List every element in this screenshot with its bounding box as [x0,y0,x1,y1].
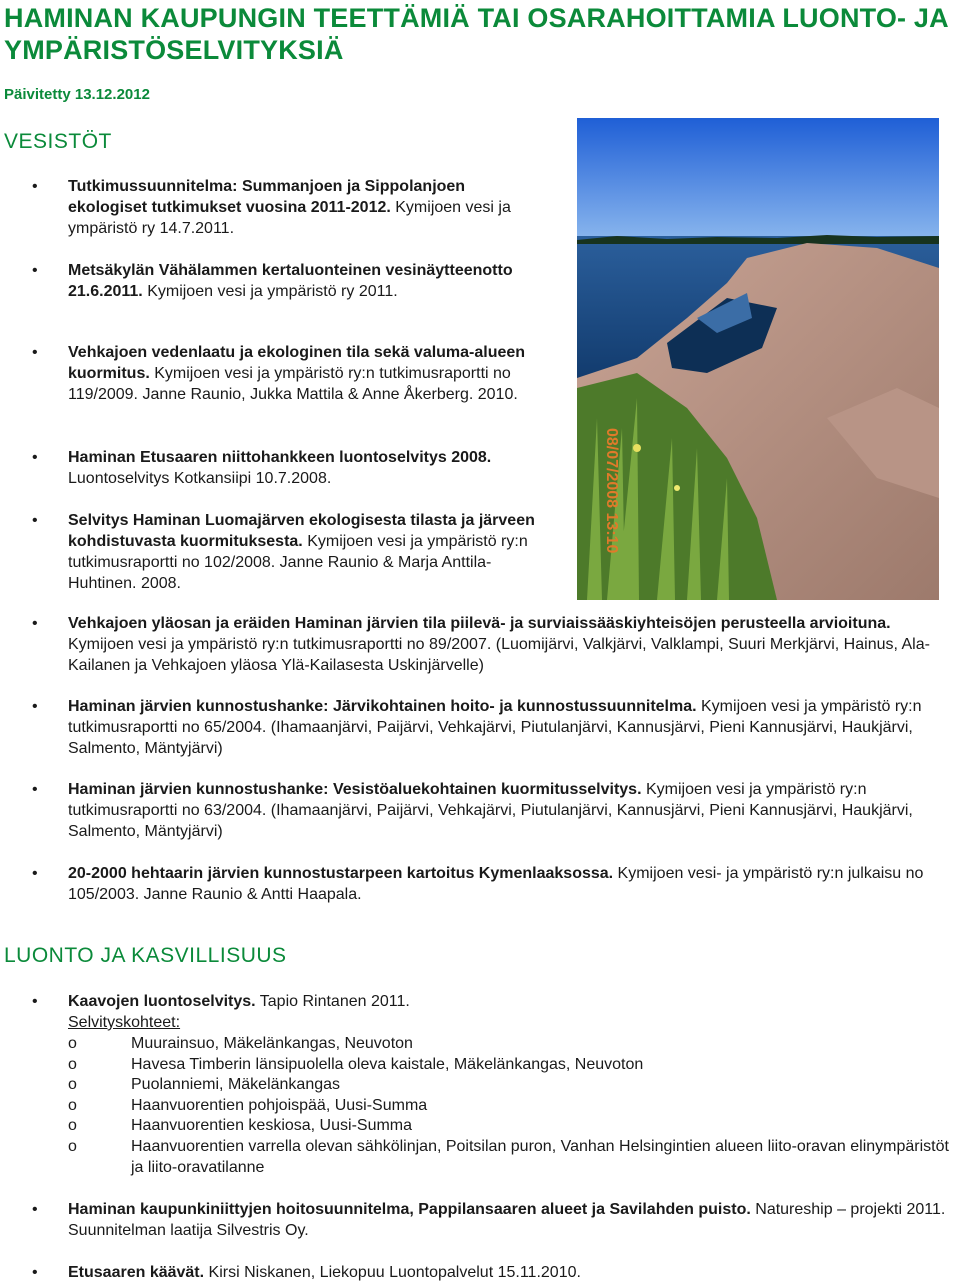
selvityskohteet-label: Selvityskohteet: [68,1014,181,1031]
section-heading-luonto: LUONTO JA KASVILLISUUS [4,944,287,967]
list-item: • Haminan järvien kunnostushanke: Järvikohtainen hoito- ja kunnostussuunnitelma. Kymijoen vesi ja ympäristö ry:n tutkimusraportti no 65/2004. (Ihamaanjärvi, Paijärvi, Vehkajärvi, Piutulanjärvi, Kannusjärvi, Pieni Kannusjärvi, Haukjärvi, Salmento, Mäntyjärvi) [32,698,922,757]
lake-shore-photo [577,118,939,600]
photo-date-stamp: 08/07/2008 13:10 [603,428,620,554]
list-item: • Vehkajoen yläosan ja eräiden Haminan järvien tila piilevä- ja surviaissääskiyhteisöjen perusteella arvioituna. Kymijoen vesi ja ympäristö ry:n tutkimusraportti no 89/2007. (Luomijärvi, Valkjärvi, Valklampi, Suuri Merkjärvi, Hainus, Ala-Kailanen ja Vehkajoen yläosa Ylä-Kailasesta Uskinjärvelle) [32,615,930,674]
list-item: • Vehkajoen vedenlaatu ja ekologinen tila sekä valuma-alueen kuormitus. Kymijoen vesi ja ympäristö ry:n tutkimusraportti no 119/2009. Janne Raunio, Jukka Mattila & Anne Åkerberg. 2010. [32,344,526,403]
list-item: • Kaavojen luontoselvitys. Tapio Rintanen 2011. [32,993,410,1010]
list-item: • Metsäkylän Vähälammen kertaluonteinen vesinäytteenotto 21.6.2011. Kymijoen vesi ja ympäristö ry 2011. [32,262,513,300]
list-item: • Haminan Etusaaren niittohankkeen luontoselvitys 2008. Luontoselvitys Kotkansiipi 10.7.2008. [32,449,492,487]
list-item: • Haminan järvien kunnostushanke: Vesistöaluekohtainen kuormitusselvitys. Kymijoen vesi ja ympäristö ry:n tutkimusraportti no 63/2004. (Ihamaanjärvi, Paijärvi, Vehkajärvi, Piutulanjärvi, Kannusjärvi, Pieni Kannusjärvi, Haukjärvi, Salmento, Mäntyjärvi) [32,781,913,840]
updated-date: Päivitetty 13.12.2012 [4,86,150,103]
section-heading-vesistot: VESISTÖT [4,130,112,153]
list-item: • Haminan kaupunkiniittyjen hoitosuunnitelma, Pappilansaaren alueet ja Savilahden puisto. Natureship – projekti 2011. Suunnitelman laatija Silvestris Oy. [32,1201,946,1239]
list-item: • Selvitys Haminan Luomajärven ekologisesta tilasta ja järveen kohdistuvasta kuormituksesta. Kymijoen vesi ja ympäristö ry:n tutkimusraportti no 102/2008. Janne Raunio & Marja Anttila-Huhtinen. 2008. [32,512,535,592]
list-item: • Etusaaren käävät. Kirsi Niskanen, Liekopuu Luontopalvelut 15.11.2010. [32,1264,581,1281]
page-title: HAMINAN KAUPUNGIN TEETTÄMIÄ TAI OSARAHOITTAMIA LUONTO- JA YMPÄRISTÖSELVITYKSIÄ [4,3,948,65]
list-item: • 20-2000 hehtaarin järvien kunnostustarpeen kartoitus Kymenlaaksossa. Kymijoen vesi- ja ympäristö ry:n julkaisu no 105/2003. Janne Raunio & Antti Haapala. [32,865,924,903]
list-item: • Tutkimussuunnitelma: Summanjoen ja Sippolanjoen ekologiset tutkimukset vuosina 2011-2012. Kymijoen vesi ja ympäristö ry 14.7.2011. [32,178,511,237]
